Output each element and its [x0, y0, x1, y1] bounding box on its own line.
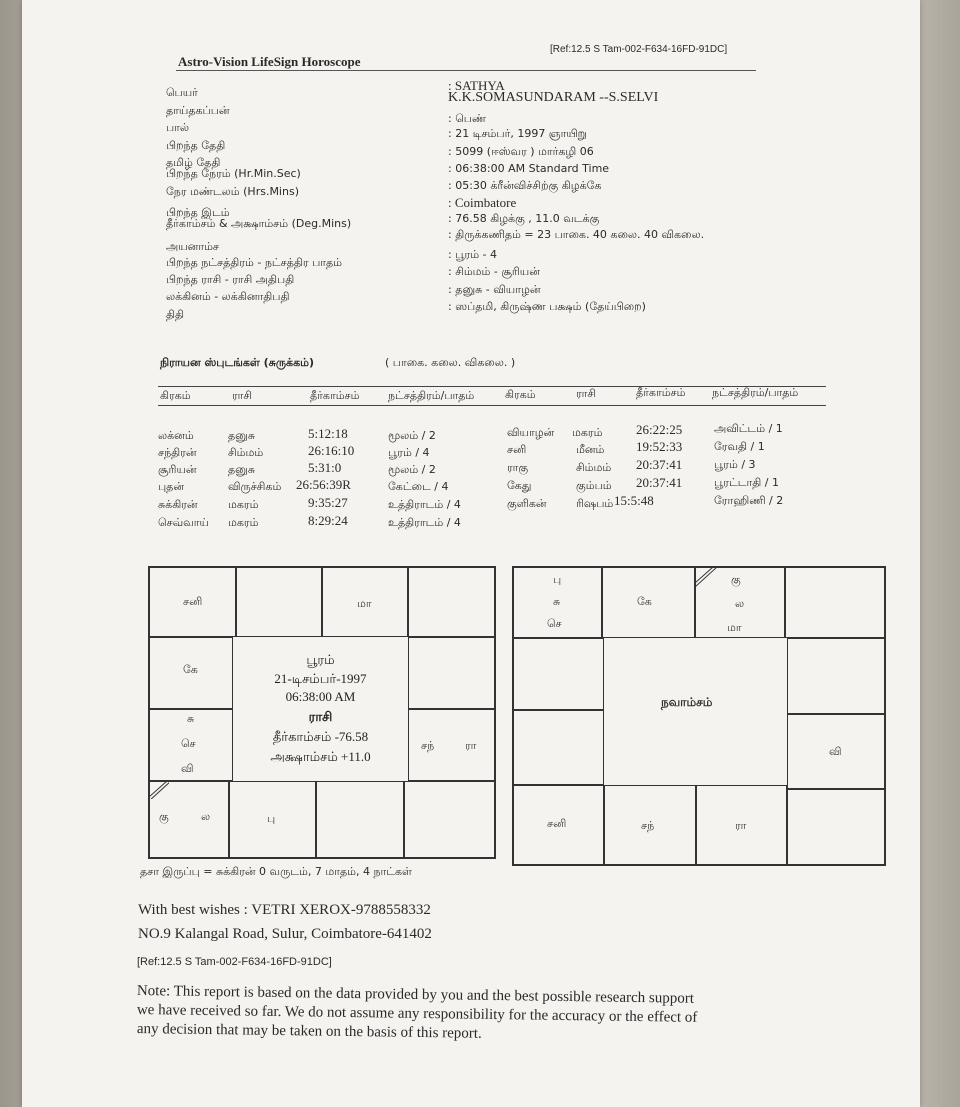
- detail-value: : 76.58 கிழக்கு , 11.0 வடக்கு: [448, 212, 600, 225]
- navamsa-planet: பு: [553, 573, 562, 586]
- planet-longitude: 26:22:25: [636, 422, 683, 437]
- planets-header-rule-bottom: [158, 405, 826, 406]
- navamsa-planet: சு: [553, 595, 561, 608]
- navamsa-planet: ரா: [735, 819, 747, 832]
- planet-nakshatra: மூலம் / 2: [388, 429, 436, 442]
- navamsa-house-6: [787, 789, 885, 865]
- detail-label: திதி: [166, 308, 185, 321]
- detail-value: : Coimbatore: [448, 195, 517, 210]
- navamsa-planet: கே: [637, 595, 652, 608]
- detail-label: அயனாம்ச: [166, 240, 220, 253]
- planet-longitude: 15:5:48: [614, 493, 654, 508]
- ascendant-marker-icon: [695, 567, 717, 587]
- detail-value: : பூரம் - 4: [448, 248, 498, 261]
- planet-name: புதன்: [158, 480, 185, 493]
- detail-label: பெயர்: [166, 86, 198, 99]
- ascendant-marker-icon: [149, 781, 169, 799]
- detail-value: : 05:30 க்ரீன்விச்சிற்கு கிழக்கே: [448, 179, 602, 192]
- rasi-center-longitude: தீர்காம்சம் -76.58: [272, 729, 369, 744]
- detail-label: பிறந்த தேதி: [166, 139, 226, 152]
- planets-col-header: நட்சத்திரம்/பாதம்: [712, 386, 799, 399]
- detail-label: பால்: [166, 121, 190, 134]
- navamsa-house-10: [513, 710, 604, 785]
- footer-note-line: any decision that may be taken on the basis of this report.: [136, 1021, 482, 1042]
- planet-rasi: விருச்சிகம்: [228, 480, 282, 493]
- detail-label: லக்கினம் - லக்கினாதிபதி: [166, 290, 290, 303]
- footer-ref: [Ref:12.5 S Tam-002-F634-16FD-91DC]: [137, 956, 332, 968]
- planet-nakshatra: பூரட்டாதி / 1: [714, 476, 779, 489]
- planets-section-title: நிராயன ஸ்புடங்கள் (சுருக்கம்): [160, 356, 314, 369]
- planet-rasi: மீனம்: [576, 443, 605, 456]
- planets-col-header: கிரகம்: [160, 389, 191, 402]
- detail-value: : SATHYA: [448, 78, 505, 93]
- detail-label: பிறந்த இடம்: [166, 206, 230, 219]
- rasi-planet: வி: [181, 762, 194, 775]
- planet-name: செவ்வாய்: [158, 516, 209, 529]
- detail-value: : தனுசு - வியாழன்: [448, 283, 541, 296]
- detail-label: பிறந்த நட்சத்திரம் - நட்சத்திர பாதம்: [166, 256, 343, 269]
- planet-name: சுக்கிரன்: [158, 498, 198, 511]
- planet-longitude: 5:12:18: [308, 426, 348, 441]
- rasi-house-6: [404, 781, 495, 858]
- planets-col-header: தீர்காம்சம்: [310, 389, 360, 402]
- rasi-planet: சனி: [183, 595, 203, 608]
- planet-rasi: சிம்மம்: [576, 461, 612, 474]
- planet-nakshatra: உத்திராடம் / 4: [388, 498, 461, 511]
- rasi-center-title: ராசி: [308, 710, 333, 725]
- rasi-planet: கே: [183, 663, 198, 676]
- planet-name: குளிகன்: [507, 497, 547, 510]
- planet-rasi: மகரம்: [228, 516, 259, 529]
- detail-value: : ஸப்தமி, கிருஷ்ண பக்ஷம் (தேய்பிறை): [448, 300, 646, 313]
- detail-label: தமிழ் தேதி: [166, 156, 221, 169]
- planet-longitude: 19:52:33: [636, 439, 683, 454]
- planets-col-header: ராசி: [232, 389, 253, 402]
- planet-name: சூரியன்: [158, 463, 197, 476]
- rasi-center-latitude: அக்ஷாம்சம் +11.0: [270, 749, 371, 764]
- planet-longitude: 5:31:0: [308, 460, 342, 475]
- detail-label: தீர்காம்சம் & அக்ஷாம்சம் (Deg.Mins): [166, 217, 352, 230]
- planet-longitude: 26:16:10: [308, 443, 355, 458]
- planet-nakshatra: ரோஹிணி / 2: [714, 494, 784, 507]
- navamsa-planet: செ: [547, 617, 562, 630]
- planets-col-header: ராசி: [576, 387, 597, 400]
- planet-nakshatra: ரேவதி / 1: [714, 440, 765, 453]
- planet-nakshatra: உத்திராடம் / 4: [388, 516, 461, 529]
- detail-value: K.K.SOMASUNDARAM --S.SELVI: [448, 90, 659, 105]
- rasi-center-date: 21-டிசம்பர்-1997: [274, 671, 367, 686]
- planet-name: ராகு: [507, 461, 529, 474]
- rasi-planet: ரா: [465, 739, 477, 752]
- planet-nakshatra: பூரம் / 3: [714, 458, 756, 471]
- planet-longitude: 9:35:27: [308, 495, 348, 510]
- navamsa-chart: [512, 566, 886, 866]
- rasi-planet: ல: [201, 810, 211, 823]
- rasi-house-4: [408, 637, 495, 709]
- planet-rasi: தனுசு: [228, 463, 256, 476]
- footer-note-line: Note: This report is based on the data provided by you and the best possible research support: [136, 983, 695, 1007]
- detail-value: : சிம்மம் - சூரியன்: [448, 265, 540, 278]
- detail-value: : பெண்: [448, 112, 486, 125]
- planet-rasi: மகரம்: [572, 426, 603, 439]
- planet-name: லக்னம்: [158, 429, 194, 442]
- planet-rasi: சிம்மம்: [228, 446, 264, 459]
- planet-name: சந்திரன்: [158, 446, 197, 459]
- detail-label: பிறந்த ராசி - ராசி அதிபதி: [166, 273, 295, 286]
- rasi-house-3: [408, 567, 495, 637]
- planet-longitude: 26:56:39R: [296, 477, 351, 492]
- planets-col-header: கிரகம்: [505, 388, 536, 401]
- detail-value: : 21 டிசம்பர், 1997 ஞாயிறு: [448, 127, 587, 140]
- planet-rasi: தனுசு: [228, 429, 256, 442]
- rasi-planet: சு: [187, 712, 195, 725]
- planet-nakshatra: கேட்டை / 4: [388, 480, 449, 493]
- rasi-planet: மா: [357, 597, 372, 610]
- navamsa-planet: கு: [731, 573, 741, 586]
- navamsa-house-11: [513, 638, 604, 710]
- rasi-planet: பு: [267, 812, 276, 825]
- navamsa-title: நவாம்சம்: [661, 695, 713, 709]
- rasi-house-7: [316, 781, 404, 858]
- detail-value: : 5099 (ஈஸ்வர ) மார்கழி 06: [448, 145, 594, 158]
- footer-address: NO.9 Kalangal Road, Sulur, Coimbatore-641402: [138, 926, 432, 942]
- rasi-center-time: 06:38:00 AM: [285, 689, 356, 704]
- footer-note-line: we have received so far. We do not assume any responsibility for the accuracy or the effect of: [136, 1002, 698, 1026]
- navamsa-planet: சந்: [641, 819, 655, 832]
- rasi-center-nakshatra: பூரம்: [306, 653, 335, 668]
- header-ref: [Ref:12.5 S Tam-002-F634-16FD-91DC]: [550, 44, 728, 55]
- header-title: Astro-Vision LifeSign Horoscope: [178, 54, 361, 69]
- planet-longitude: 8:29:24: [308, 513, 348, 528]
- detail-label: பிறந்த நேரம் (Hr.Min.Sec): [166, 167, 301, 180]
- dasa-balance: தசா இருப்பு = சுக்கிரன் 0 வருடம், 7 மாதம், 4 நாட்கள்: [140, 865, 412, 878]
- planets-section-subtitle: ( பாகை. கலை. விகலை. ): [385, 356, 516, 369]
- planet-rasi: ரிஷபம்: [576, 497, 614, 510]
- navamsa-planet: சனி: [547, 817, 567, 830]
- planet-longitude: 20:37:41: [636, 457, 683, 472]
- planet-nakshatra: மூலம் / 2: [388, 463, 436, 476]
- rasi-chart: [148, 566, 496, 859]
- footer-wishes: With best wishes : VETRI XEROX-9788558332: [138, 902, 431, 918]
- planet-rasi: கும்பம்: [576, 479, 612, 492]
- header-divider: [176, 70, 756, 71]
- detail-label: தாய்தகப்பன்: [166, 104, 230, 117]
- planet-name: வியாழன்: [507, 426, 555, 439]
- rasi-planet: கு: [159, 810, 169, 823]
- detail-value: : 06:38:00 AM Standard Time: [448, 162, 610, 175]
- navamsa-planet: மா: [727, 621, 742, 634]
- planets-col-header: நட்சத்திரம்/பாதம்: [388, 389, 475, 402]
- rasi-planet: செ: [181, 737, 196, 750]
- planets-col-header: தீர்காம்சம்: [636, 386, 686, 399]
- navamsa-planet: வி: [829, 745, 842, 758]
- navamsa-planet: ல: [735, 597, 745, 610]
- rasi-house-1: [236, 567, 322, 637]
- rasi-planet: சந்: [421, 739, 435, 752]
- planet-rasi: மகரம்: [228, 498, 259, 511]
- navamsa-house-3: [785, 567, 885, 638]
- planet-nakshatra: பூரம் / 4: [388, 446, 430, 459]
- detail-value: : திருக்கணிதம் = 23 பாகை. 40 கலை. 40 விகலை.: [448, 228, 705, 241]
- planet-name: சனி: [507, 443, 527, 456]
- planet-name: கேது: [507, 479, 532, 492]
- planet-longitude: 20:37:41: [636, 475, 683, 490]
- planet-nakshatra: அவிட்டம் / 1: [714, 422, 783, 435]
- detail-label: நேர மண்டலம் (Hrs.Mins): [166, 185, 299, 198]
- navamsa-house-4: [787, 638, 885, 714]
